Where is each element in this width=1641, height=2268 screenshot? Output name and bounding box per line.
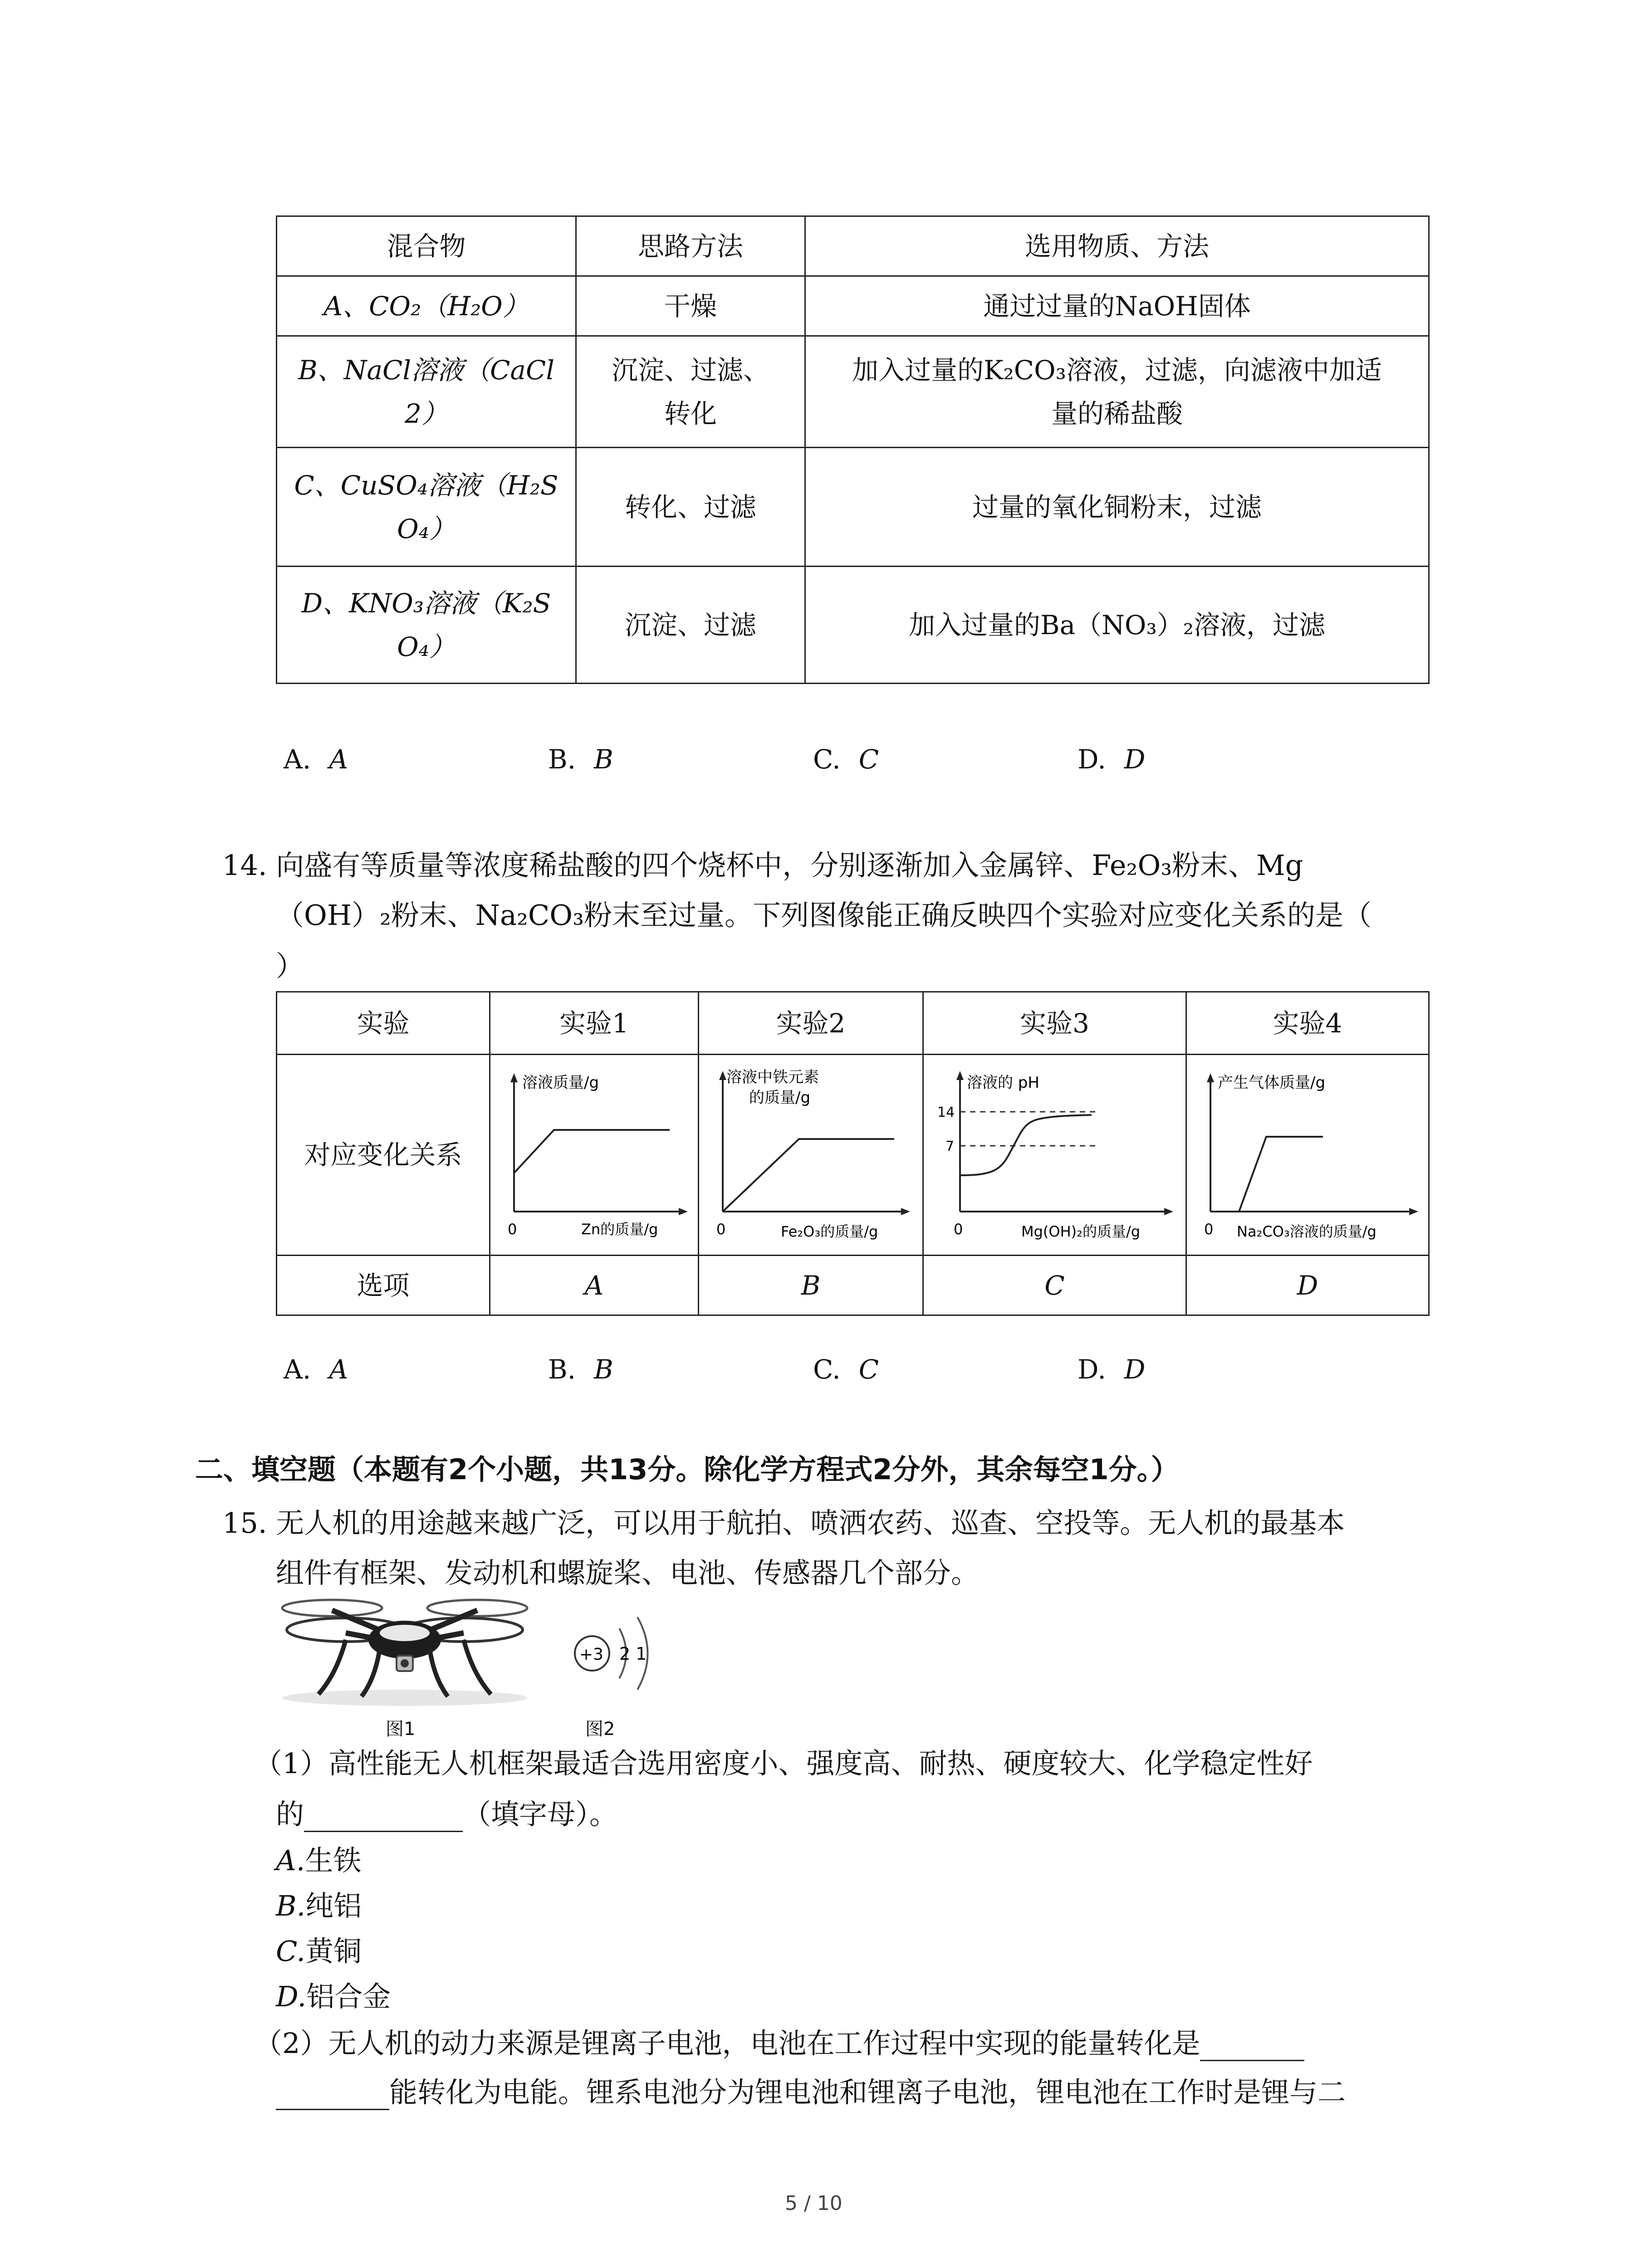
y-axis-arrow [719, 1071, 726, 1080]
header-method: 思路方法 [576, 216, 805, 276]
option-letter: D. [1078, 744, 1106, 775]
y-label: 溶液中铁元素 [726, 1068, 819, 1086]
mixture-text-cont: 2） [405, 398, 448, 429]
tick-14: 14 [937, 1105, 955, 1120]
q13-option-c[interactable] [813, 744, 879, 775]
curve [514, 1130, 670, 1173]
option-letter: D. [1078, 1354, 1106, 1385]
option-letter: C. [813, 1354, 841, 1385]
option-value: C [858, 744, 879, 775]
reagent-text: 加入过量的Ba（NO₃）₂溶液，过滤 [908, 609, 1325, 640]
graph-cell-4 [1186, 1055, 1429, 1256]
sub1-prefix: 的 [276, 1798, 304, 1831]
option-row [277, 1256, 1429, 1315]
reagent-text: 通过过量的NaOH固体 [983, 290, 1251, 322]
choice-a[interactable] [276, 1838, 362, 1878]
mixture-text: B、NaCl溶液（CaCl [298, 354, 554, 386]
option-value: A [329, 1354, 348, 1385]
curve [723, 1139, 894, 1212]
row-label-option: 选项 [277, 1256, 490, 1315]
choice-letter: C. [276, 1935, 305, 1968]
option-letter: A. [284, 1354, 311, 1385]
y-label-cont: 的质量/g [749, 1089, 811, 1107]
header-experiment: 实验 [277, 992, 490, 1055]
atom-structure-figure [569, 1608, 669, 1699]
y-label: 产生气体质量/g [1218, 1074, 1326, 1092]
reagent-cell [805, 567, 1429, 684]
choice-letter: D. [276, 1980, 307, 2013]
x-axis-arrow [1409, 1208, 1418, 1215]
answer-blank-2a[interactable] [1200, 2027, 1304, 2061]
choice-b[interactable] [276, 1883, 362, 1924]
y-label: 溶液的 pH [967, 1074, 1039, 1092]
curve [1239, 1137, 1323, 1212]
option-value: A [329, 744, 348, 775]
q14-stem-line1: 14. 向盛有等质量等浓度稀盐酸的四个烧杯中，分别逐渐加入金属锌、Fe₂O₃粉末、Mg [222, 849, 1303, 882]
option-cell-d: D [1186, 1256, 1429, 1315]
answer-blank-1[interactable] [304, 1798, 463, 1832]
reagent-cell [805, 336, 1429, 448]
section-heading: 二、填空题（本题有2个小题，共13分。除化学方程式2分外，其余每空1分。） [195, 1453, 1179, 1486]
graph-cell-3 [923, 1055, 1186, 1256]
option-value: B [594, 1354, 613, 1385]
x-axis-arrow [901, 1208, 910, 1215]
q14-stem-line3: ） [276, 949, 304, 982]
q15-sub1-line2 [276, 1792, 617, 1832]
mixture-text: D、KNO₃溶液（K₂S [301, 587, 551, 619]
origin-label: 0 [508, 1221, 517, 1238]
x-label: Zn的质量/g [581, 1221, 658, 1238]
header-exp3: 实验3 [923, 992, 1186, 1055]
choice-d[interactable] [276, 1974, 391, 2014]
q14-stem-line2: （OH）₂粉末、Na₂CO₃粉末至过量。下列图像能正确反映四个实验对应变化关系的是（ [276, 899, 1372, 932]
option-value: B [594, 744, 613, 775]
table-header-row [277, 216, 1429, 276]
sub1-suffix: （填字母）。 [463, 1798, 618, 1831]
method-cell [576, 567, 805, 684]
x-label: Na₂CO₃溶液的质量/g [1237, 1223, 1376, 1240]
q15-sub2-line2 [276, 2070, 1346, 2110]
option-cell-b: B [699, 1256, 923, 1315]
method-text: 沉淀、过滤、 [611, 354, 769, 386]
reagent-text: 过量的氧化铜粉末，过滤 [972, 491, 1262, 523]
y-label: 溶液质量/g [522, 1074, 599, 1092]
graph-cell-2 [699, 1055, 923, 1256]
graph-1 [490, 1055, 699, 1242]
mixture-cell [277, 448, 576, 567]
y-axis-arrow [956, 1071, 964, 1080]
table-row [277, 336, 1429, 448]
fig1-caption: 图1 [386, 1719, 416, 1740]
shell-electrons: 2 1 [619, 1644, 647, 1664]
header-reagent: 选用物质、方法 [805, 216, 1429, 276]
mixture-text: A、CO₂（H₂O） [323, 290, 529, 322]
method-text: 转化、过滤 [624, 491, 756, 523]
graph-4 [1187, 1055, 1430, 1242]
sub2-text-cont: 能转化为电能。锂系电池分为锂电池和锂离子电池，锂电池在工作时是锂与二 [389, 2076, 1346, 2109]
choice-text: 铝合金 [306, 1980, 391, 2013]
q13-table [276, 215, 1430, 684]
page-number: 5 / 10 [785, 2192, 843, 2215]
fig2-caption: 图2 [585, 1719, 615, 1740]
reagent-cell [805, 448, 1429, 567]
table-header-row [277, 992, 1429, 1055]
method-cell [576, 336, 805, 448]
header-exp1: 实验1 [490, 992, 699, 1055]
choice-text: 生铁 [305, 1844, 362, 1877]
drone-top-cover [380, 1625, 430, 1641]
q13-option-a[interactable] [284, 744, 348, 775]
table-row [277, 276, 1429, 336]
reagent-text-cont: 量的稀盐酸 [1051, 398, 1183, 429]
option-letter: C. [813, 744, 841, 775]
graph-cell-1 [490, 1055, 699, 1256]
reagent-text: 加入过量的K₂CO₃溶液，过滤，向滤液中加适 [852, 354, 1382, 386]
mixture-cell [277, 567, 576, 684]
q14-option-d[interactable] [1078, 1354, 1145, 1385]
graph-3 [924, 1055, 1187, 1242]
mixture-cell [277, 336, 576, 448]
option-letter: B. [548, 1354, 576, 1385]
option-cell-c: C [923, 1256, 1186, 1315]
table-row [277, 448, 1429, 567]
method-text: 干燥 [664, 290, 717, 322]
q14-option-c[interactable] [813, 1354, 879, 1385]
mixture-cell [277, 276, 576, 336]
answer-blank-2b[interactable] [276, 2076, 389, 2110]
option-letter: B. [548, 744, 576, 775]
y-axis-arrow [510, 1073, 518, 1082]
reagent-cell [805, 276, 1429, 336]
q15-sub1-line1: （1）高性能无人机框架最适合选用密度小、强度高、耐热、硬度较大、化学稳定性好 [254, 1747, 1313, 1780]
origin-label: 0 [954, 1221, 963, 1238]
q15-sub2-line1 [254, 2021, 1304, 2061]
y-axis-arrow [1207, 1073, 1214, 1082]
q14-option-b[interactable] [548, 1354, 613, 1385]
mixture-text-cont: O₄） [397, 513, 456, 544]
choice-letter: B. [276, 1889, 306, 1922]
camera-lens [401, 1659, 409, 1667]
option-value: D [1124, 1354, 1146, 1385]
mixture-text-cont: O₄） [397, 631, 456, 662]
choice-c[interactable] [276, 1929, 362, 1969]
method-text: 沉淀、过滤 [624, 609, 756, 640]
x-label: Fe₂O₃的质量/g [781, 1223, 878, 1240]
graph-2 [699, 1055, 924, 1242]
header-exp4: 实验4 [1186, 992, 1429, 1055]
origin-label: 0 [716, 1221, 726, 1238]
method-text-cont: 转化 [664, 398, 717, 429]
q13-option-d[interactable] [1078, 744, 1145, 775]
x-axis-arrow [679, 1208, 688, 1215]
row-label-relation: 对应变化关系 [277, 1055, 490, 1256]
drone-figure [278, 1590, 532, 1712]
origin-label: 0 [1204, 1221, 1214, 1238]
sub2-text: （2）无人机的动力来源是锂离子电池，电池在工作过程中实现的能量转化是 [254, 2027, 1200, 2060]
nucleus-charge: +3 [579, 1645, 604, 1664]
q15-stem-line1: 15. 无人机的用途越来越广泛，可以用于航拍、喷洒农药、巡查、空投等。无人机的最基本 [222, 1506, 1345, 1540]
option-value: C [858, 1354, 879, 1385]
x-axis-arrow [1164, 1208, 1173, 1215]
mixture-text: C、CuSO₄溶液（H₂S [294, 469, 558, 501]
graph-row [277, 1055, 1429, 1256]
choice-text: 黄铜 [305, 1935, 362, 1968]
choice-text: 纯铝 [305, 1889, 362, 1922]
table-row [277, 567, 1429, 684]
q14-table [276, 991, 1430, 1316]
q13-option-b[interactable] [548, 744, 613, 775]
q15-stem-line2: 组件有框架、发动机和螺旋桨、电池、传感器几个部分。 [276, 1556, 980, 1589]
q14-option-a[interactable] [284, 1354, 348, 1385]
method-cell [576, 448, 805, 567]
header-mixture: 混合物 [277, 216, 576, 276]
x-label: Mg(OH)₂的质量/g [1021, 1223, 1141, 1240]
option-value: D [1124, 744, 1146, 775]
option-letter: A. [284, 744, 311, 775]
header-exp2: 实验2 [699, 992, 923, 1055]
tick-7: 7 [945, 1139, 955, 1154]
option-cell-a: A [490, 1256, 699, 1315]
method-cell [576, 276, 805, 336]
choice-letter: A. [276, 1844, 305, 1877]
